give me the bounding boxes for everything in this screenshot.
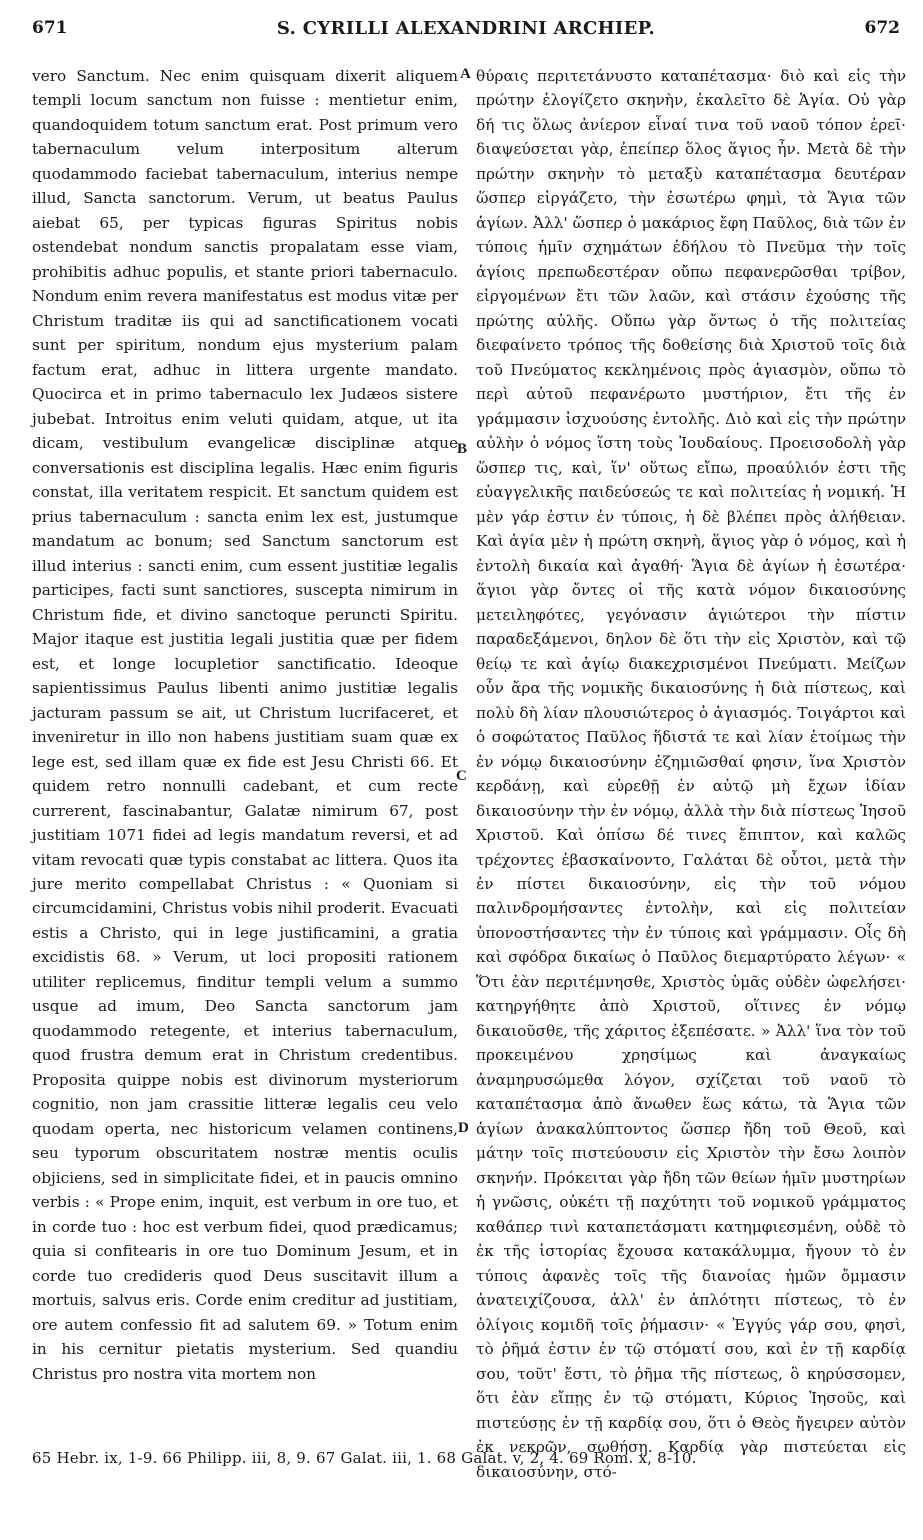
section-marker-c: C <box>456 768 467 784</box>
running-title: S. CYRILLI ALEXANDRINI ARCHIEP. <box>276 18 656 39</box>
footnotes: 65 Hebr. ix, 1-9. 66 Philipp. iii, 8, 9. 67 Galat. iii, 1. 68 Galat. v, 2, 4. 69 Rom. x, 8-10. <box>32 1449 697 1467</box>
greek-column <box>476 64 906 1481</box>
page-header <box>32 8 900 48</box>
latin-column <box>32 64 458 1434</box>
section-marker-d: D <box>458 1120 469 1136</box>
latin-text: vero Sanctum. Nec enim quisquam dixerit aliquem templi locum sanctum non fuisse : mentietur enim, quandoquidem totum sanctum erat. Post primum vero tabernaculum velum interpositum alterum quodammodo faciebat tabernaculum, interius nempe illud, Sancta sanctorum. Verum, ut beatus Paulus aiebat 65, per typicas figuras Spiritus nobis ostendebat nondum sanctis propalatam esse viam, prohibitis adhuc populis, et stante priori tabernaculo. Nondum enim revera manifestatus est modus vitæ per Christum traditæ iis qui ad sanctificationem vocati sunt per spiritum, nondum ejus mysterium palam factum erat, adhuc in littera urgente mandato. Quocirca et in primo tabernaculo lex Judæos sistere jubebat. Introitus enim veluti quidam, atque, ut ita dicam, vestibulum evangelicæ disciplinæ atque conversationis est disciplina legalis. Hæc enim figuris constat, illa veritatem respicit. Et sanctum quidem est prius tabernaculum : sancta enim lex est, justumque mandatum ac bonum; sed Sanctum sanctorum est illud interius : sancti enim, cum essent justitiæ legalis participes, facti sunt sanctiores, suscepta nimirum in Christum fide, et divino sanctoque peruncti Spiritu. Major itaque est justitia legali justitia quæ per fidem est, et longe locupletior sanctificatio. Ideoque sapientissimus Paulus libenti animo justitiæ legalis jacturam passum se ait, ut Christum lucrifaceret, et inveniretur in illo non habens justitiam suam quæ ex lege est, sed illam quæ ex fide est Jesu Christi 66. Et quidem retro nonnulli cadebant, et cum recte currerent, fascinabantur, Galatæ nimirum 67, post justitiam 1071 fidei ad legis mandatum reversi, et ad vitam revocati quæ typis constabat ac littera. Quos ita jure merito compellabat Christus : « Quoniam si circumcidamini, Christus vobis nihil proderit. Evacuati estis a Christo, qui in lege justificamini, a gratia excidistis 68. » Verum, ut loci propositi rationem utiliter replicemus, finditur templi velum a summo usque ad imum, Deo Sancta sanctorum jam quodammodo retegente, et interius tabernaculum, quod frustra demum erat in Christum credentibus. Proposita quippe nobis est divinorum mysteriorum cognitio, non jam crassitie litteræ legalis ceu velo quodam operta, nec historicum velamen continens, seu typorum obscuritatem nostræ mentis oculis objiciens, sed in simplicitate fidei, et in paucis omnino verbis : « Prope enim, inquit, est verbum in ore tuo, et in corde tuo : hoc est verbum fidei, quod prædicamus; quia si confitearis in ore tuo Dominum Jesum, et in corde tuo credideris quod Deus suscitavit illum a mortuis, salvus eris. Corde enim creditur ad justitiam, ore autem confessio fit ad salutem 69. » Totum enim in his cernitur pietatis mysterium. Sed quandiu Christus pro nostra vita mortem non <box>32 67 458 1383</box>
greek-text: θύραις περιτετάνυστο καταπέτασμα· διὸ καὶ εἰς τὴν πρώτην ἐλογίζετο σκηνὴν, ἐκαλεῖτο δὲ Ἁγία. Οὐ γὰρ δή τις ὅλως ἀνίερον εἶναί τινα τοῦ ναοῦ τόπον ἐρεῖ· διαψεύσεται γὰρ, ἐπείπερ ὅλος ἅγιος ἦν. Μετὰ δὲ τὴν πρώτην σκηνὴν τὸ μεταξὺ καταπέτασμα δευτέραν ὥσπερ εἰργάζετο, τὴν ἐσωτέρω φημὶ, τὰ Ἅγια τῶν ἁγίων. Ἀλλ' ὥσπερ ὁ μακάριος ἔφη Παῦλος, διὰ τῶν ἐν τύποις ἡμῖν σχημάτων ἐδήλου τὸ Πνεῦμα τὴν τοῖς ἁγίοις πρεπωδεστέραν οὔπω πεφανερῶσθαι τρίβον, εἰργομένων ἔτι τῶν λαῶν, καὶ στάσιν ἐχούσης τῆς πρώτης αὐλῆς. Οὔπω γὰρ ὄντως ὁ τῆς πολιτείας διεφαίνετο τρόπος τῆς δοθείσης διὰ Χριστοῦ τοῖς διὰ τοῦ Πνεύματος κεκλημένοις πρὸς ἁγιασμὸν, οὔπω τὸ περὶ αὐτοῦ πεφανέρωτο μυστήριον, ἔτι τῆς ἐν γράμμασιν ἰσχυούσης ἐντολῆς. Διὸ καὶ εἰς τὴν πρώτην αὐλὴν ὁ νόμος ἵστη τοὺς Ἰουδαίους. Προεισοδολὴ γὰρ ὥσπερ τις, καὶ, ἵν' οὕτως εἴπω, προαύλιόν ἐστι τῆς εὐαγγελικῆς παιδεύσεώς τε καὶ πολιτείας ἡ νομική. Ἡ μὲν γάρ ἐστιν ἐν τύποις, ἡ δὲ βλέπει πρὸς ἀλήθειαν. Καὶ ἁγία μὲν ἡ πρώτη σκηνὴ, ἅγιος γὰρ ὁ νόμος, καὶ ἡ ἐντολὴ δικαία καὶ ἀγαθή· Ἅγια δὲ ἁγίων ἡ ἐσωτέρα· ἅγιοι γὰρ ὄντες οἱ τῆς κατὰ νόμον δικαιοσύνης μετειληφότες, γεγόνασιν ἁγιώτεροι τὴν πίστιν παραδεξάμενοι, δηλον δὲ ὅτι τὴν εἰς Χριστὸν, καὶ τῷ θείῳ τε καὶ ἁγίῳ διακεχρισμένοι Πνεύματι. Μείζων οὖν ἄρα τῆς νομικῆς δικαιοσύνης ἡ διὰ πίστεως, καὶ πολὺ δὴ λίαν πλουσιώτερος ὁ ἁγιασμός. Τοιγάρτοι καὶ ὁ σοφώτατος Παῦλος ἥδιστά τε καὶ λίαν ἑτοίμως τὴν ἐν νόμῳ δικαιοσύνην ἐζημιῶσθαί φησιν, ἵνα Χριστὸν κερδάνῃ, καὶ εὑρεθῇ ἐν αὐτῷ μὴ ἔχων ἰδίαν δικαιοσύνην τὴν ἐν νόμῳ, ἀλλὰ τὴν διὰ πίστεως Ἰησοῦ Χριστοῦ. Καὶ ὀπίσω δέ τινες ἔπιπτον, καὶ καλῶς τρέχοντες ἐβασκαίνοντο, Γαλάται δὲ οὗτοι, μετὰ τὴν ἐν πίστει δικαιοσύνην, εἰς τὴν τοῦ νόμου παλινδρομήσαντες ἐντολὴν, καὶ εἰς πολιτείαν ὑπονοστήσαντες τὴν ἐν τύποις καὶ γράμμασιν. Οἷς δὴ καὶ σφόδρα δικαίως ὁ Παῦλος διεμαρτύρατο λέγων· « Ὅτι ἐὰν περιτέμνησθε, Χριστὸς ὑμᾶς οὐδὲν ὠφελήσει· κατηργήθητε ἀπὸ Χριστοῦ, οἵτινες ἐν νόμῳ δικαιοῦσθε, τῆς χάριτος ἐξεπέσατε. » Ἀλλ' ἵνα τὸν τοῦ προκειμένου χρησίμως καὶ ἀναγκαίως ἀναμηρυσώμεθα λόγον, σχίζεται τοῦ ναοῦ τὸ καταπέτασμα ἀπὸ ἄνωθεν ἕως κάτω, τὰ Ἅγια τῶν ἁγίων ἀνακαλύπτοντος ὥσπερ ἤδη τοῦ Θεοῦ, καὶ μάτην τοῖς πιστεύουσιν εἰς Χριστὸν τὴν ἔσω λοιπὸν σκηνήν. Πρόκειται γὰρ ἤδη τῶν θείων ἡμῖν μυστηρίων ἡ γνῶσις, οὐκέτι τῇ παχύτητι τοῦ νομικοῦ γράμματος καθάπερ τινὶ καταπετάσματι κατημφιεσμένη, οὐδὲ τὸ ἐκ τῆς ἱστορίας ἔχουσα κατακάλυμμα, ἤγουν τὸ ἐν τύποις ἀφανὲς τοῖς τῆς διανοίας ἡμῶν ὄμμασιν ἀνατειχίζουσα, ἀλλ' ἐν ἁπλότητι πίστεως, τὸ ἐν ὀλίγοις κομιδῆ τοῖς ῥήμασιν· « Ἐγγύς γάρ σου, φησὶ, τὸ ῥῆμά ἐστιν ἐν τῷ στόματί σου, καὶ ἐν τῇ καρδίᾳ σου, τοῦτ' ἔστι, τὸ ῥῆμα τῆς πίστεως, ὃ κηρύσσομεν, ὅτι ἐὰν εἴπῃς ἐν τῷ στόματι, Κύριος Ἰησοῦς, καὶ πιστεύσῃς ἐν τῇ καρδίᾳ σου, ὅτι ὁ Θεὸς ἤγειρεν αὐτὸν ἐκ νεκρῶν, σωθήσῃ. Καρδίᾳ γὰρ πιστεύεται εἰς δικαιοσύνην, στό- <box>476 67 906 1481</box>
section-marker-a: A <box>460 66 471 82</box>
page-number-right: 672 <box>864 18 900 38</box>
page-number-left: 671 <box>32 18 68 38</box>
section-marker-b: B <box>457 441 468 457</box>
